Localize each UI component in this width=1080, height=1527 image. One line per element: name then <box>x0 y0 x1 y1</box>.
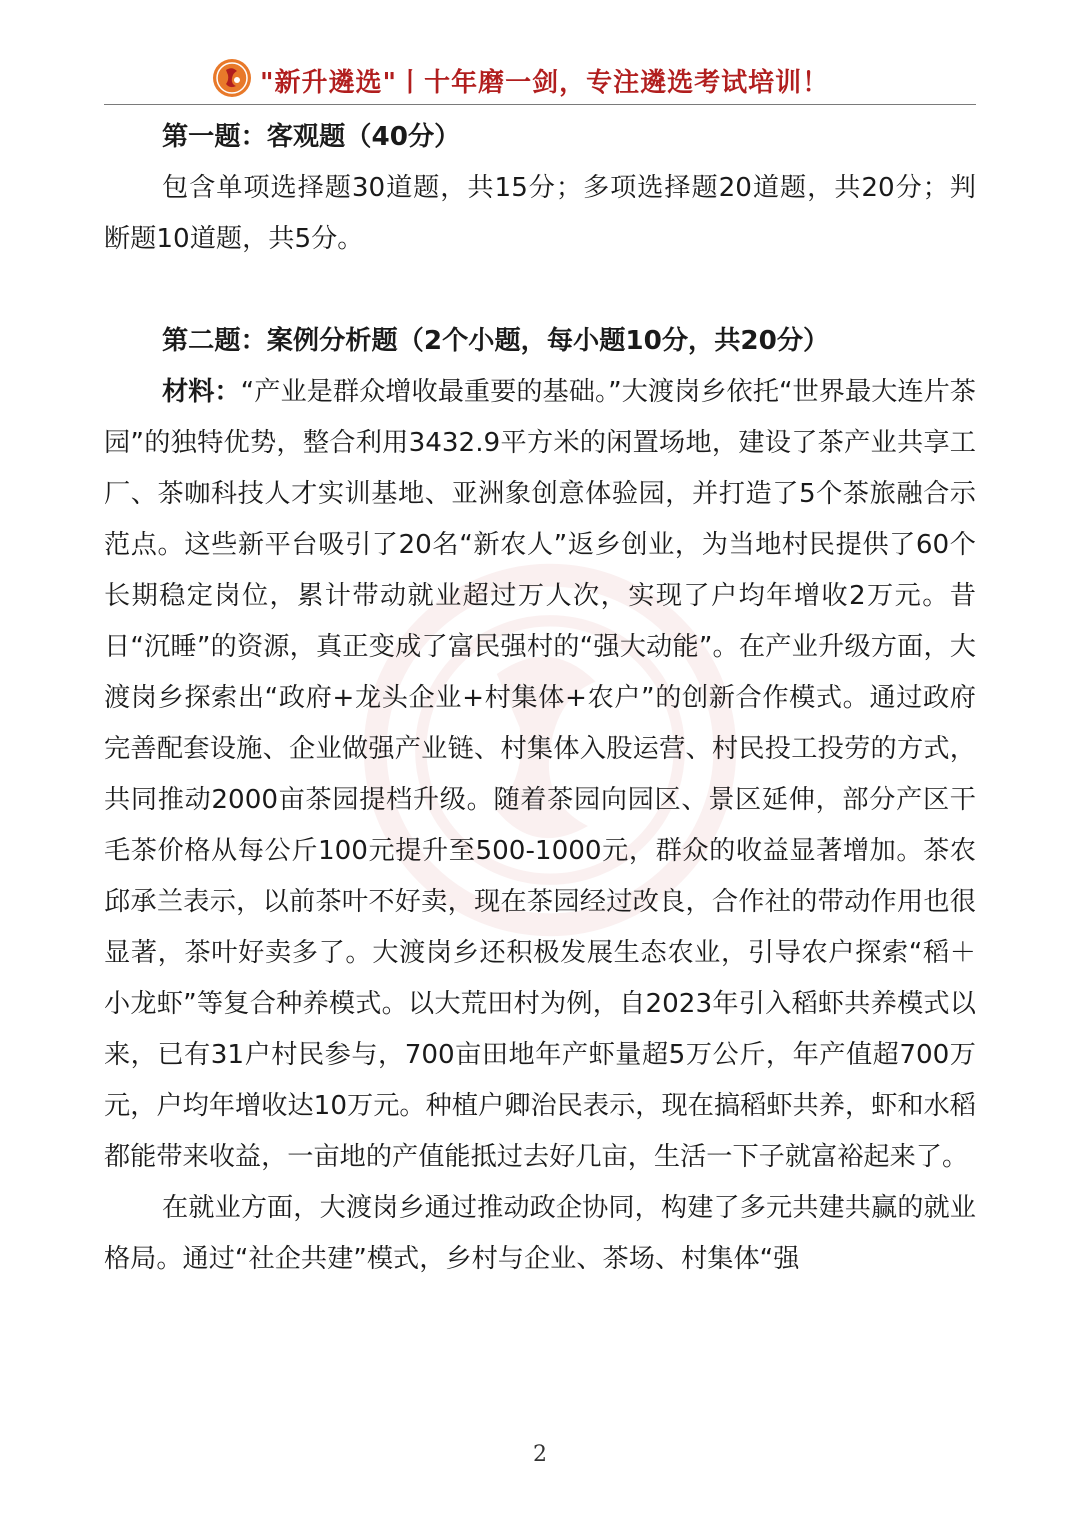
employment-paragraph: 在就业方面，大渡岗乡通过推动政企协同，构建了多元共建共赢的就业格局。通过“社企共建”模式，乡村与企业、茶场、村集体“强 <box>104 1193 976 1274</box>
training-school-logo-icon <box>212 58 252 98</box>
section-1-heading: 第一题：客观题（40分） <box>162 122 461 152</box>
document-body <box>104 112 976 1285</box>
section-2-heading: 第二题：案例分析题（2个小题，每小题10分，共20分） <box>162 326 830 356</box>
section-1-paragraph: 包含单项选择题30道题，共15分；多项选择题20道题，共20分；判断题10道题，共5分。 <box>104 173 976 254</box>
material-label: 材料： <box>162 377 241 407</box>
material-text: “产业是群众增收最重要的基础。”大渡岗乡依托“世界最大连片茶园”的独特优势，整合利用3432.9平方米的闲置场地，建设了茶产业共享工厂、茶咖科技人才实训基地、亚洲象创意体验园，并打造了5个茶旅融合示范点。这些新平台吸引了20名“新农人”返乡创业，为当地村民提供了60个长期稳定岗位，累计带动就业超过万人次，实现了户均年增收2万元。昔日“沉睡”的资源，真正变成了富民强村的“强大动能”。在产业升级方面，大渡岗乡探索出“政府+龙头企业+村集体+农户”的创新合作模式。通过政府完善配套设施、企业做强产业链、村集体入股运营、村民投工投劳的方式，共同推动2000亩茶园提档升级。随着茶园向园区、景区延伸，部分产区干毛茶价格从每公斤100元提升至500-1000元，群众的收益显著增加。茶农邱承兰表示，以前茶叶不好卖，现在茶园经过改良，合作社的带动作用也很显著，茶叶好卖多了。大渡岗乡还积极发展生态农业，引导农户探索“稻＋小龙虾”等复合种养模式。以大荒田村为例，自2023年引入稻虾共养模式以来，已有31户村民参与，700亩田地年产虾量超5万公斤，年产值超700万元，户均年增收达10万元。种植户卿治民表示，现在搞稻虾共养，虾和水稻都能带来收益，一亩地的产值能抵过去好几亩，生活一下子就富裕起来了。 <box>104 377 976 1172</box>
material-paragraph <box>104 367 976 1183</box>
page-header <box>104 56 976 105</box>
header-slogan: "新升遴选"丨十年磨一剑，专注遴选考试培训！ <box>260 68 830 98</box>
page-number: 2 <box>533 1442 547 1467</box>
section-spacer <box>104 265 976 316</box>
